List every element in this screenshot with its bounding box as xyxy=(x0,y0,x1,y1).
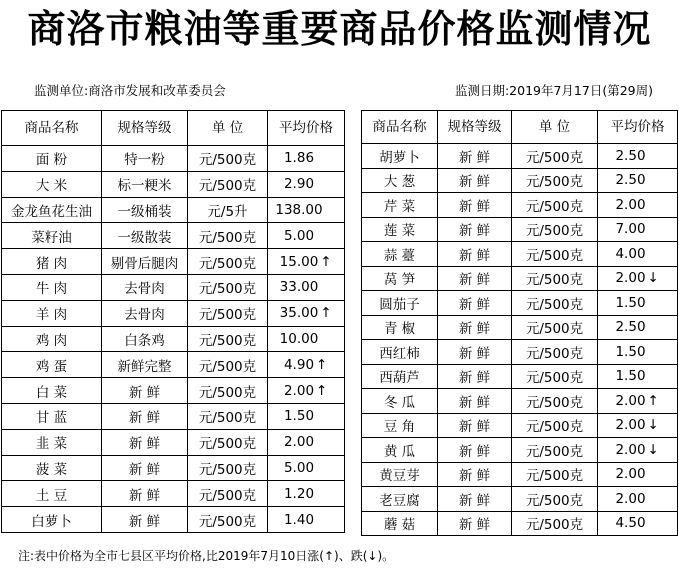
commodity-name: 羊 肉 xyxy=(2,300,102,326)
header-unit: 单 位 xyxy=(188,111,268,146)
table-row xyxy=(362,266,678,291)
table-row xyxy=(362,413,678,438)
price-up-arrow: ↑ xyxy=(316,382,328,399)
commodity-name: 青 椒 xyxy=(362,315,438,340)
commodity-name: 冬 瓜 xyxy=(362,389,438,414)
header-price: 平均价格 xyxy=(268,111,345,146)
price-up-arrow: ↑ xyxy=(320,253,332,270)
unit-cell: 元/500克 xyxy=(188,223,268,249)
grade-cell: 新 鲜 xyxy=(438,389,512,414)
commodity-name: 莲 菜 xyxy=(362,217,438,242)
footnote: 注:表中价格为全市七县区平均价格,比2019年7月10日涨(↑)、跌(↓)。 xyxy=(18,549,395,563)
table-row xyxy=(2,171,345,197)
header-grade: 规格等级 xyxy=(438,111,512,144)
commodity-name: 黄豆芽 xyxy=(362,462,438,487)
grade-cell: 白条鸡 xyxy=(102,326,188,352)
unit-cell: 元/500克 xyxy=(512,315,598,340)
grade-cell: 一级桶装 xyxy=(102,197,188,223)
price-cell xyxy=(268,146,345,172)
price-value: 2.00 xyxy=(615,466,646,483)
unit-cell: 元/500克 xyxy=(512,364,598,389)
grade-cell: 新 鲜 xyxy=(102,378,188,404)
grade-cell: 特一粉 xyxy=(102,146,188,172)
grade-cell: 去骨肉 xyxy=(102,274,188,300)
header-name: 商品名称 xyxy=(2,111,102,146)
table-row xyxy=(2,146,345,172)
commodity-name: 菠 菜 xyxy=(2,455,102,481)
unit-cell: 元/500克 xyxy=(188,274,268,300)
price-cell xyxy=(268,197,345,223)
grade-cell: 新 鲜 xyxy=(438,291,512,316)
header-price: 平均价格 xyxy=(598,111,678,144)
table-row xyxy=(2,378,345,404)
unit-cell: 元/500克 xyxy=(512,217,598,242)
price-up-arrow: ↑ xyxy=(647,392,659,409)
price-cell xyxy=(268,429,345,455)
table-row xyxy=(2,352,345,378)
table-row xyxy=(362,242,678,267)
table-row xyxy=(362,462,678,487)
grade-cell: 新 鲜 xyxy=(438,340,512,365)
unit-cell: 元/500克 xyxy=(188,455,268,481)
price-value: 2.00 xyxy=(615,392,646,409)
table-row xyxy=(2,249,345,275)
table-row xyxy=(362,438,678,463)
price-cell xyxy=(268,171,345,197)
table-row xyxy=(362,315,678,340)
commodity-name: 大 米 xyxy=(2,171,102,197)
commodity-name: 白 菜 xyxy=(2,378,102,404)
unit-cell: 元/500克 xyxy=(512,242,598,267)
unit-cell: 元/500克 xyxy=(188,300,268,326)
price-value: 4.50 xyxy=(615,515,646,532)
price-value: 7.00 xyxy=(615,221,646,238)
unit-cell: 元/500克 xyxy=(188,378,268,404)
price-value: 1.40 xyxy=(283,511,315,528)
table-row xyxy=(2,223,345,249)
price-value: 1.20 xyxy=(283,485,315,502)
price-cell xyxy=(598,315,678,340)
commodity-name: 豆 角 xyxy=(362,413,438,438)
price-value: 2.00 xyxy=(615,417,646,434)
commodity-name: 大 葱 xyxy=(362,168,438,193)
unit-cell: 元/500克 xyxy=(512,511,598,536)
grade-cell: 新 鲜 xyxy=(438,438,512,463)
unit-cell: 元/500克 xyxy=(188,171,268,197)
unit-cell: 元/5升 xyxy=(188,197,268,223)
table-row xyxy=(362,193,678,218)
commodity-name: 芹 菜 xyxy=(362,193,438,218)
price-cell xyxy=(598,462,678,487)
grade-cell: 新 鲜 xyxy=(438,315,512,340)
unit-cell: 元/500克 xyxy=(512,413,598,438)
table-row xyxy=(362,511,678,536)
price-cell xyxy=(598,364,678,389)
table-header-row xyxy=(2,111,345,146)
unit-cell: 元/500克 xyxy=(512,438,598,463)
commodity-name: 西红柿 xyxy=(362,340,438,365)
grade-cell: 新 鲜 xyxy=(438,511,512,536)
grade-cell: 新鲜完整 xyxy=(102,352,188,378)
table-row xyxy=(2,429,345,455)
unit-cell: 元/500克 xyxy=(188,403,268,429)
table-row xyxy=(2,481,345,507)
price-value: 15.00 xyxy=(279,253,319,270)
table-row xyxy=(362,364,678,389)
grade-cell: 剔骨后腿肉 xyxy=(102,249,188,275)
commodity-name: 白萝卜 xyxy=(2,507,102,533)
price-cell xyxy=(268,352,345,378)
price-cell xyxy=(268,507,345,533)
price-value: 1.50 xyxy=(615,343,646,360)
price-cell xyxy=(598,144,678,169)
unit-cell: 元/500克 xyxy=(512,340,598,365)
commodity-name: 鸡 蛋 xyxy=(2,352,102,378)
page-title: 商洛市粮油等重要商品价格监测情况 xyxy=(27,7,652,51)
price-value: 2.00 xyxy=(283,434,315,451)
grade-cell: 标一粳米 xyxy=(102,171,188,197)
price-value: 2.00 xyxy=(283,382,315,399)
commodity-name: 猪 肉 xyxy=(2,249,102,275)
price-cell xyxy=(598,340,678,365)
grade-cell: 新 鲜 xyxy=(438,462,512,487)
unit-cell: 元/500克 xyxy=(512,389,598,414)
table-row xyxy=(362,168,678,193)
price-value: 138.00 xyxy=(275,201,323,218)
table-row xyxy=(2,300,345,326)
unit-cell: 元/500克 xyxy=(512,144,598,169)
price-value: 2.50 xyxy=(615,147,646,164)
price-cell xyxy=(268,223,345,249)
price-value: 2.90 xyxy=(283,176,315,193)
price-value: 2.00 xyxy=(615,196,646,213)
commodity-name: 老豆腐 xyxy=(362,487,438,512)
monitor-date: 监测日期:2019年7月17日(第29周) xyxy=(454,83,653,98)
price-cell xyxy=(268,249,345,275)
price-cell xyxy=(598,168,678,193)
price-value: 4.00 xyxy=(615,245,646,262)
table-row xyxy=(2,326,345,352)
header-name: 商品名称 xyxy=(362,111,438,144)
grade-cell: 新 鲜 xyxy=(102,403,188,429)
unit-cell: 元/500克 xyxy=(188,352,268,378)
price-cell xyxy=(268,378,345,404)
price-value: 2.00 xyxy=(615,490,646,507)
grade-cell: 一级散装 xyxy=(102,223,188,249)
commodity-name: 胡萝卜 xyxy=(362,144,438,169)
grade-cell: 新 鲜 xyxy=(438,144,512,169)
table-row xyxy=(2,197,345,223)
unit-cell: 元/500克 xyxy=(188,429,268,455)
commodity-name: 韭 菜 xyxy=(2,429,102,455)
grade-cell: 新 鲜 xyxy=(438,242,512,267)
unit-cell: 元/500克 xyxy=(512,462,598,487)
header-unit: 单 位 xyxy=(512,111,598,144)
grade-cell: 新 鲜 xyxy=(438,364,512,389)
price-cell xyxy=(268,481,345,507)
grade-cell: 新 鲜 xyxy=(102,429,188,455)
table-row xyxy=(2,274,345,300)
price-up-arrow: ↑ xyxy=(320,305,332,322)
table-row xyxy=(362,389,678,414)
price-table-right xyxy=(361,110,678,536)
commodity-name: 牛 肉 xyxy=(2,274,102,300)
price-value: 1.50 xyxy=(615,368,646,385)
table-row xyxy=(2,403,345,429)
table-row xyxy=(2,455,345,481)
unit-cell: 元/500克 xyxy=(512,168,598,193)
price-cell xyxy=(268,300,345,326)
unit-cell: 元/500克 xyxy=(188,507,268,533)
commodity-name: 金龙鱼花生油 xyxy=(2,197,102,223)
price-cell xyxy=(598,242,678,267)
price-cell xyxy=(268,326,345,352)
unit-cell: 元/500克 xyxy=(188,481,268,507)
grade-cell: 新 鲜 xyxy=(438,487,512,512)
price-value: 2.00 xyxy=(615,270,646,287)
table-row xyxy=(2,507,345,533)
price-up-arrow: ↑ xyxy=(316,356,328,373)
price-value: 2.00 xyxy=(615,441,646,458)
unit-cell: 元/500克 xyxy=(188,249,268,275)
price-value: 4.90 xyxy=(283,356,315,373)
unit-cell: 元/500克 xyxy=(512,266,598,291)
commodity-name: 西葫芦 xyxy=(362,364,438,389)
commodity-name: 菜籽油 xyxy=(2,223,102,249)
table-row xyxy=(362,487,678,512)
price-cell xyxy=(598,193,678,218)
price-value: 5.00 xyxy=(283,227,315,244)
grade-cell: 新 鲜 xyxy=(438,266,512,291)
price-cell xyxy=(598,413,678,438)
price-value: 2.50 xyxy=(615,319,646,336)
price-cell xyxy=(598,266,678,291)
price-down-arrow: ↓ xyxy=(647,417,659,434)
price-cell xyxy=(598,389,678,414)
grade-cell: 新 鲜 xyxy=(102,455,188,481)
commodity-name: 黄 瓜 xyxy=(362,438,438,463)
grade-cell: 新 鲜 xyxy=(438,193,512,218)
commodity-name: 鸡 肉 xyxy=(2,326,102,352)
price-cell xyxy=(598,511,678,536)
grade-cell: 新 鲜 xyxy=(102,481,188,507)
monitor-unit: 监测单位:商洛市发展和改革委员会 xyxy=(34,83,226,98)
price-value: 10.00 xyxy=(279,330,319,347)
unit-cell: 元/500克 xyxy=(512,193,598,218)
unit-cell: 元/500克 xyxy=(188,146,268,172)
commodity-name: 圆茄子 xyxy=(362,291,438,316)
commodity-name: 蒜 薹 xyxy=(362,242,438,267)
commodity-name: 莴 笋 xyxy=(362,266,438,291)
commodity-name: 面 粉 xyxy=(2,146,102,172)
unit-cell: 元/500克 xyxy=(512,291,598,316)
price-table-left xyxy=(1,110,345,533)
price-value: 1.50 xyxy=(615,294,646,311)
grade-cell: 新 鲜 xyxy=(438,168,512,193)
grade-cell: 新 鲜 xyxy=(438,217,512,242)
header-grade: 规格等级 xyxy=(102,111,188,146)
table-header-row xyxy=(362,111,678,144)
unit-cell: 元/500克 xyxy=(512,487,598,512)
commodity-name: 甘 蓝 xyxy=(2,403,102,429)
price-value: 5.00 xyxy=(283,459,315,476)
price-cell xyxy=(268,455,345,481)
unit-cell: 元/500克 xyxy=(188,326,268,352)
table-row xyxy=(362,340,678,365)
price-cell xyxy=(598,217,678,242)
commodity-name: 土 豆 xyxy=(2,481,102,507)
price-value: 33.00 xyxy=(279,279,319,296)
grade-cell: 新 鲜 xyxy=(102,507,188,533)
price-cell xyxy=(268,403,345,429)
grade-cell: 新 鲜 xyxy=(438,413,512,438)
price-cell xyxy=(268,274,345,300)
price-value: 35.00 xyxy=(279,305,319,322)
table-row xyxy=(362,291,678,316)
price-value: 2.50 xyxy=(615,172,646,189)
price-cell xyxy=(598,291,678,316)
price-cell xyxy=(598,487,678,512)
price-down-arrow: ↓ xyxy=(647,270,659,287)
commodity-name: 蘑 菇 xyxy=(362,511,438,536)
price-cell xyxy=(598,438,678,463)
price-value: 1.50 xyxy=(283,408,315,425)
table-row xyxy=(362,144,678,169)
price-value: 1.86 xyxy=(283,150,315,167)
grade-cell: 去骨肉 xyxy=(102,300,188,326)
table-row xyxy=(362,217,678,242)
price-down-arrow: ↓ xyxy=(647,441,659,458)
